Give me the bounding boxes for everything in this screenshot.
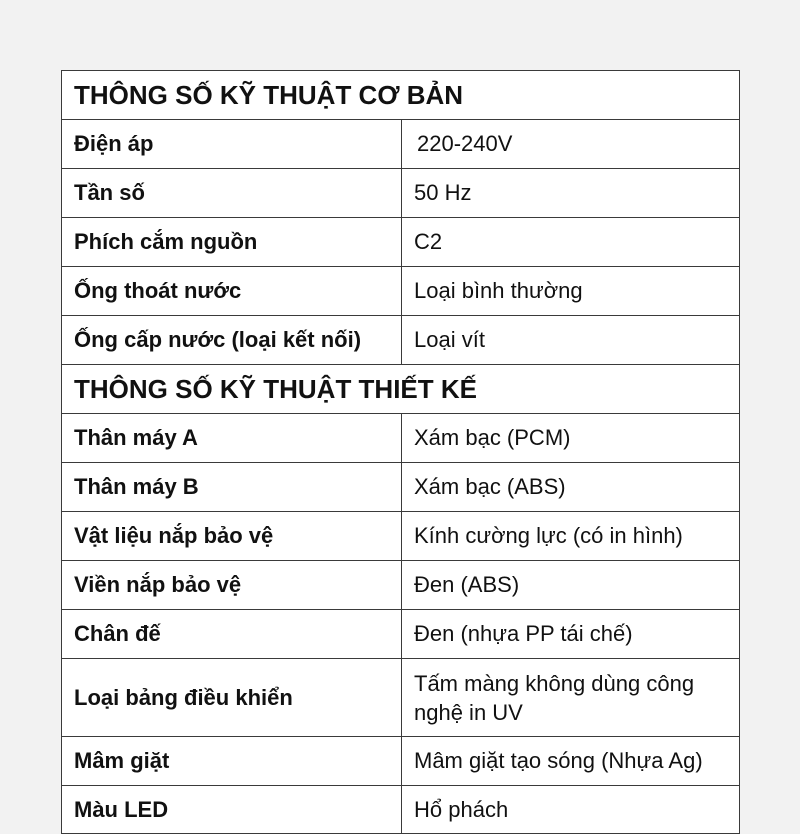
section-title-basic: THÔNG SỐ KỸ THUẬT CƠ BẢN [62, 71, 740, 120]
spec-row [62, 561, 740, 610]
section-header-row [62, 365, 740, 414]
spec-value: Xám bạc (ABS) [402, 463, 740, 512]
spec-label: Tần số [62, 169, 402, 218]
spec-row [62, 786, 740, 834]
section-header-row [62, 71, 740, 120]
spec-label: Vật liệu nắp bảo vệ [62, 512, 402, 561]
spec-row [62, 316, 740, 365]
spec-label: Viền nắp bảo vệ [62, 561, 402, 610]
spec-value: Mâm giặt tạo sóng (Nhựa Ag) [402, 737, 740, 786]
spec-value: 220-240V [402, 120, 740, 169]
spec-label: Ống thoát nước [62, 267, 402, 316]
spec-row [62, 737, 740, 786]
spec-row [62, 463, 740, 512]
spec-value: Xám bạc (PCM) [402, 414, 740, 463]
spec-label: Thân máy A [62, 414, 402, 463]
spec-label: Chân đế [62, 610, 402, 659]
spec-value: 50 Hz [402, 169, 740, 218]
spec-row [62, 218, 740, 267]
spec-label: Ống cấp nước (loại kết nối) [62, 316, 402, 365]
spec-row [62, 610, 740, 659]
spec-value: C2 [402, 218, 740, 267]
spec-label: Phích cắm nguồn [62, 218, 402, 267]
spec-row [62, 414, 740, 463]
spec-row [62, 267, 740, 316]
spec-label: Thân máy B [62, 463, 402, 512]
spec-value: Hổ phách [402, 786, 740, 834]
spec-value: Kính cường lực (có in hình) [402, 512, 740, 561]
spec-value: Đen (ABS) [402, 561, 740, 610]
spec-label: Màu LED [62, 786, 402, 834]
section-title-design: THÔNG SỐ KỸ THUẬT THIẾT KẾ [62, 365, 740, 414]
spec-value: Tấm màng không dùng công nghệ in UV [402, 659, 740, 737]
spec-row [62, 512, 740, 561]
spec-value: Loại bình thường [402, 267, 740, 316]
spec-row [62, 659, 740, 737]
spec-row [62, 169, 740, 218]
spec-label: Điện áp [62, 120, 402, 169]
spec-table [61, 70, 740, 834]
spec-label: Mâm giặt [62, 737, 402, 786]
spec-value: Loại vít [402, 316, 740, 365]
spec-value: Đen (nhựa PP tái chế) [402, 610, 740, 659]
spec-label: Loại bảng điều khiển [62, 659, 402, 737]
spec-row [62, 120, 740, 169]
